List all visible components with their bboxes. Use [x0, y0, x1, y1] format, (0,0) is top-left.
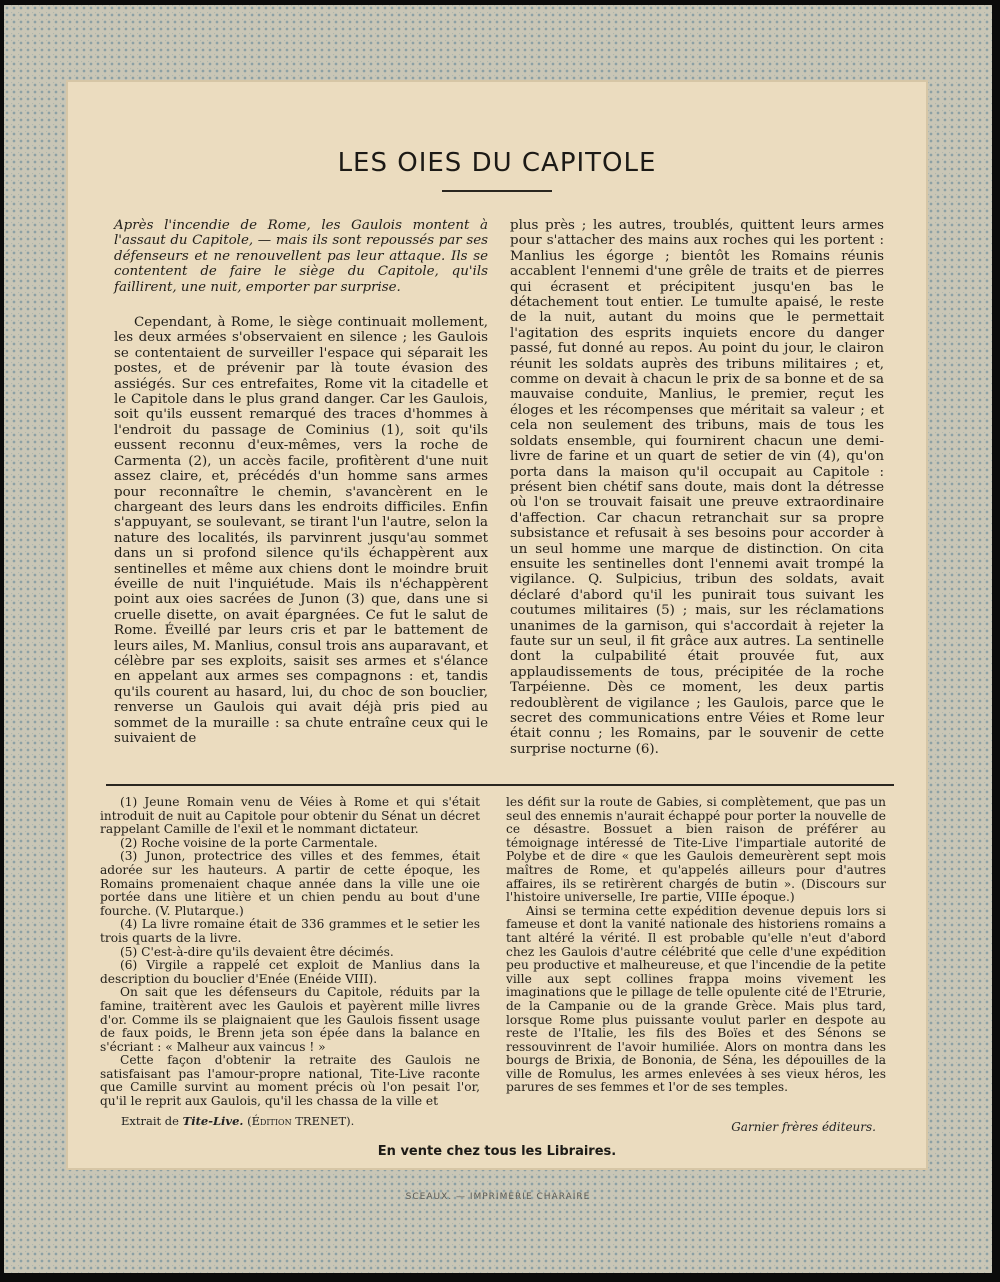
text-panel: [66, 80, 928, 1170]
right-column: [510, 218, 884, 757]
title-underline: [442, 190, 552, 192]
story-text-right: plus près ; les autres, troublés, quittent leurs armes pour s'attacher des mains aux roches qui les portent : Manlius les égorge ; bientôt les Romains réunis accablent l'ennemi d'une grêle de traits et de pierres qui écrasent et précipitent jusqu'en bas le détachement tout entier. Le tumulte apaisé, le reste de la nuit, autant du moins que le permettait l'agitation des esprits inquiets encore du danger passé, fut donné au repos. Au point du jour, le clairon réunit les soldats auprès des tribuns militaires ; et, comme on devait à chacun le prix de sa bonne et de sa mauvaise conduite, Manlius, le premier, reçut les éloges et les récompenses que méritait sa valeur ; et cela non seulement des tribuns, mais de tous les soldats ensemble, qui fournirent chacun une demi-livre de farine et un quart de setier de vin (4), qu'on porta dans la maison qu'il occupait au Capitole : présent bien chétif sans doute, mais dont la détresse où l'on se trouvait faisait une preuve extraordinaire d'affection. Car chacun retranchait sur sa propre subsistance et refusait à ses besoins pour accorder à un seul homme une marque de distinction. On cita ensuite les sentinelles dont l'ennemi avait trompé la vigilance. Q. Sulpicius, tribun des soldats, avait déclaré d'abord qu'il les punirait tous suivant les coutumes militaires (5) ; mais, sur les réclamations unanimes de la garnison, qui s'accordait à rejeter la faute sur un seul, il fit grâce aux autres. La sentinelle dont la culpabilité était prouvée fut, aux applaudissements de tous, précipitée de la roche Tarpéienne. Dès ce moment, les deux partis redoublèrent de vigilance ; les Gaulois, parce que le secret des communications entre Véies et Rome leur était connu ; les Romains, par le souvenir de cette surprise nocturne (6).: [510, 218, 884, 757]
story-text-left: Cependant, à Rome, le siège continuait mollement, les deux armées s'observaient en silence ; les Gaulois se contentaient de surveiller l'espace qui séparait les postes, et de prévenir par là toute évasion des assiégés. Sur ces entrefaites, Rome vit la citadelle et le Capitole dans le plus grand danger. Car les Gaulois, soit qu'ils eussent remarqué des traces d'hommes à l'endroit du passage de Cominius (1), soit qu'ils eussent reconnu d'eux-mêmes, vers la roche de Carmenta (2), un accès facile, profitèrent d'une nuit assez claire, et, précédés d'un homme sans armes pour reconnaître le chemin, s'avancèrent en le chargeant des leurs dans les endroits difficiles. Enfin s'appuyant, se soulevant, se tirant l'un l'autre, selon la nature des localités, ils parvinrent jusqu'au sommet dans un si profond silence qu'ils échappèrent aux sentinelles et même aux chiens dont le moindre bruit éveille de nuit l'inquiétude. Mais ils n'échappèrent point aux oies sacrées de Junon (3) que, dans une si cruelle disette, on avait épargnées. Ce fut le salut de Rome. Éveillé par leurs cris et par le battement de leurs ailes, M. Manlius, consul trois ans auparavant, et célèbre par ses exploits, saisit ses armes et s'élance en appelant aux armes ses compagnons : et, tandis qu'ils courent au hasard, lui, du choc de son bouclier, renverse un Gaulois qui avait déjà pris pied au sommet de la muraille : sa chute entraîne ceux qui le suivaient de: [114, 315, 488, 746]
source-edition: (Édition TRENET).: [247, 1114, 355, 1128]
historical-note: On sait que les défenseurs du Capitole, réduits par la famine, traitèrent avec les Gaulois et payèrent mille livres d'or. Comme ils se plaignaient que les Gaulois fissent usage de faux poids, le Brenn jeta son épée dans la balance en s'écriant : « Malheur aux vaincus ! »: [100, 985, 480, 1054]
footnote-divider: [106, 784, 894, 786]
footnotes-right: [506, 796, 886, 1095]
footnotes-left: [100, 796, 480, 1109]
sale-notice: En vente chez tous les Libraires.: [377, 1144, 617, 1159]
notebook-cover-back: [4, 5, 992, 1273]
footnote: (2) Roche voisine de la porte Carmentale.: [120, 835, 378, 850]
page-title: LES OIES DU CAPITOLE: [337, 148, 657, 178]
historical-note: les défit sur la route de Gabies, si complètement, que pas un seul des ennemis n'aurait échappé pour porter la nouvelle de ce désastre. Bossuet a bien raison de préférer au témoignage intéressé de Tite-Live l'impartiale autorité de Polybe et de dire « que les Gaulois demeurèrent sept mois maîtres de Rome, et qu'appelés ailleurs pour d'autres affaires, ils se retirèrent chargés de butin ». (Discours sur l'histoire universelle, Ire partie, VIIIe époque.): [506, 795, 886, 905]
source-work: Tite-Live.: [182, 1114, 244, 1128]
footnote: (5) C'est-à-dire qu'ils devaient être décimés.: [120, 944, 394, 959]
left-column: [114, 218, 488, 746]
printer-imprint: SCEAUX. — IMPRIMERIE CHARAIRE: [405, 1192, 591, 1202]
source-prefix: Extrait de: [121, 1114, 179, 1128]
footnote: (1) Jeune Romain venu de Véies à Rome et qui s'était introduit de nuit au Capitole pour obtenir du Sénat un décret rappelant Camille de l'exil et le nommant dictateur.: [100, 795, 480, 837]
historical-note: Cette façon d'obtenir la retraite des Gaulois ne satisfaisant pas l'amour-propre national, Tite-Live raconte que Camille survint au moment précis où l'on pesait l'or, qu'il le reprit aux Gaulois, qu'il les chassa de la ville et: [100, 1053, 480, 1109]
historical-note: Ainsi se termina cette expédition devenue depuis lors si fameuse et dont la vanité nationale des historiens romains a tant altéré la vérité. Il est probable qu'elle n'eut d'abord chez les Gaulois d'autre célébrité que celle d'une expédition peu productive et malheureuse, et que l'incendie de la petite ville aux sept collines frappa moins vivement les imaginations que le pillage de telle opulente cité de l'Etrurie, de la Campanie ou de la grande Grèce. Mais plus tard, lorsque Rome plus puissante voulut parler en despote au reste de l'Italie, les fils des Boïes et des Sénons se ressouvinrent de l'avoir humiliée. Alors on montra dans les bourgs de Brixia, de Bononia, de Séna, les dépouilles de la ville de Romulus, les armes enlevées à ses vieux héros, les parures de ses femmes et l'or de ses temples.: [506, 903, 886, 1095]
intro-summary: Après l'incendie de Rome, les Gaulois montent à l'assaut du Capitole, — mais ils sont repoussés par ses défenseurs et ne renouvellent pas leur attaque. Ils se contentent de faire le siège du Capitole, qu'ils faillirent, une nuit, emporter par surprise.: [114, 218, 488, 295]
footnote: (6) Virgile a rappelé cet exploit de Manlius dans la description du bouclier d'Enée (Enéide VIII).: [100, 958, 480, 986]
source-credit: [121, 1114, 354, 1128]
publisher-credit: Garnier frères éditeurs.: [731, 1120, 876, 1134]
footnote: (3) Junon, protectrice des villes et des femmes, était adorée sur les hauteurs. A partir de cette époque, les Romains promenaient chaque année dans la ville une oie portée dans une litière et un chien pendu au bout d'une fourche. (V. Plutarque.): [100, 849, 480, 918]
footnote: (4) La livre romaine était de 336 grammes et le setier les trois quarts de la livre.: [100, 917, 480, 945]
